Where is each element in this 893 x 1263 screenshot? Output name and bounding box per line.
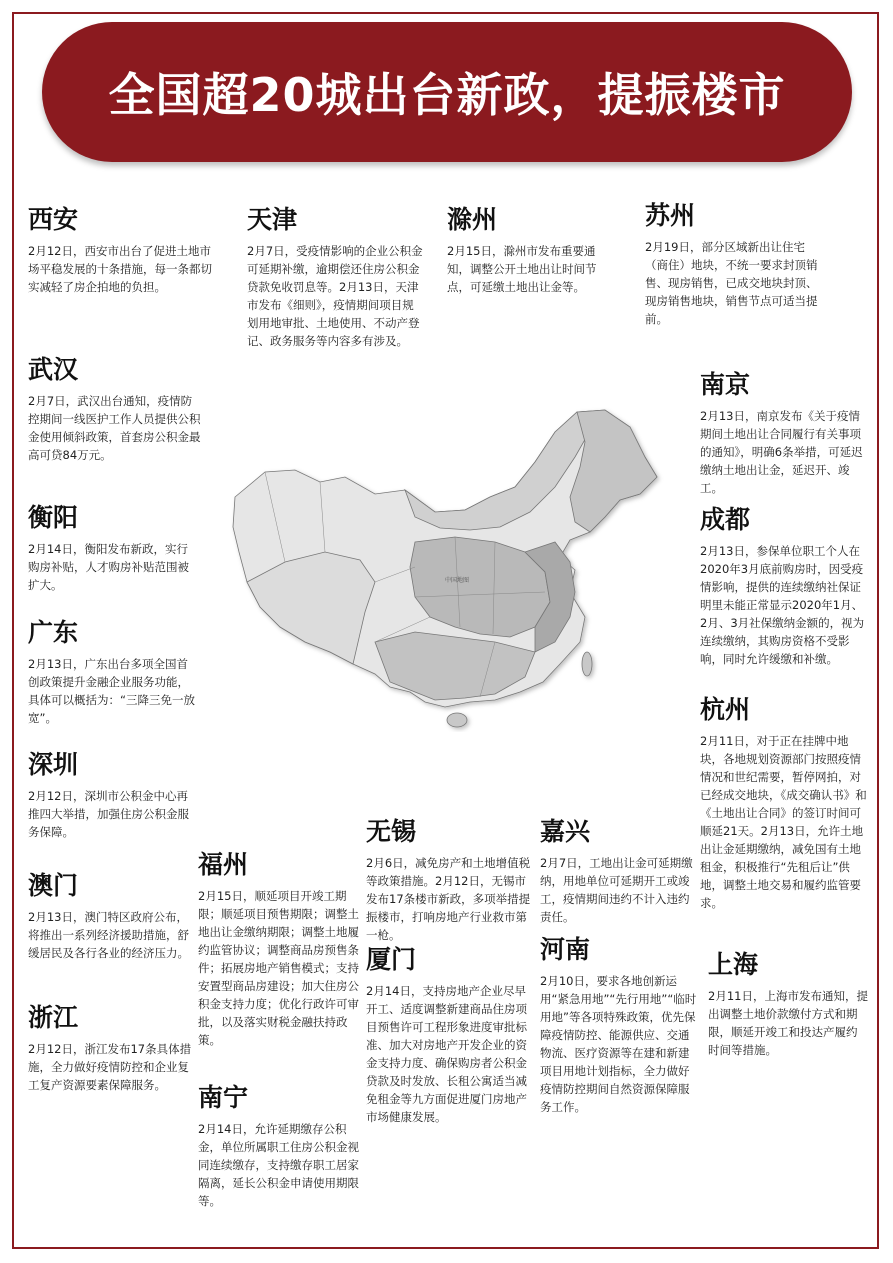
city-text: 2月7日，工地出让金可延期缴纳，用地单位可延期开工或竣工，疫情期间违约不计入违约责任。 [540,856,693,924]
city-text: 2月10日，要求各地创新运用“紧急用地”“先行用地”“临时用地”等各项特殊政策，优先保障疫情防控、能源供应、交通物流、医疗资源等在建和新建项目用地计划指标，全力做好疫情防控期间自然资源保障服务工作。 [540,974,697,1114]
city-xian [28,200,213,296]
city-name: 杭州 [700,695,751,724]
city-text: 2月6日，减免房产和土地增值税等政策措施。2月12日，无锡市发布17条楼市新政，多项举措提振楼市，打响房地产行业救市第一枪。 [366,856,531,942]
city-text: 2月19日，部分区域新出让住宅（商住）地块，不统一要求封顶销售、现房销售，已成交地块封顶、现房销售地块，销售节点可适当提前。 [645,240,818,326]
city-chengdu [700,500,868,668]
city-text: 2月7日，受疫情影响的企业公积金可延期补缴，逾期偿还住房公积金贷款免收罚息等。2月13日，天津市发布《细则》，疫情期间项目规划用地审批、土地使用、不动产登记、政务服务等内容多有涉及。 [247,244,423,348]
page-title: 全国超20城出台新政，提振楼市 [108,68,786,122]
city-name: 苏州 [645,201,696,230]
city-text: 2月12日，深圳市公积金中心再推四大举措，加强住房公积金服务保障。 [28,789,189,839]
city-name: 上海 [708,950,759,979]
city-wuxi [366,812,536,944]
city-text: 2月14日，衡阳发布新政，实行购房补贴，人才购房补贴范围被扩大。 [28,542,189,592]
city-name: 成都 [700,505,751,534]
city-suzhou [645,196,820,328]
city-text: 2月11日，对于正在挂牌中地块，各地规划资源部门按照疫情情况和世纪需要，暂停网拍，对已经成交地块，《成交确认书》和《土地出让合同》的签订时间可顺延21天。2月13日，允许土地出让金延期缴纳，减免国有土地租金，积极推行“先租后让”供地，调整土地交易和履约监管要求。 [700,734,867,910]
city-hengyang [28,498,198,594]
city-chuzhou [447,200,617,296]
city-text: 2月13日，澳门特区政府公布，将推出一系列经济援助措施，舒缓居民及各行各业的经济压力。 [28,910,189,960]
city-name: 无锡 [366,817,417,846]
city-text: 2月15日，滁州市发布重要通知，调整公开土地出让时间节点，可延缴土地出让金等。 [447,244,597,294]
city-shanghai [708,945,868,1059]
city-nanning [198,1078,368,1210]
city-text: 2月13日，南京发布《关于疫情期间土地出让合同履行有关事项的通知》，明确6条举措，可延迟缴纳土地出让金，延迟开、竣工。 [700,409,863,495]
city-name: 嘉兴 [540,817,591,846]
city-name: 浙江 [28,1003,79,1032]
city-wuhan [28,350,203,464]
city-name: 天津 [247,205,298,234]
map-hainan [447,713,467,727]
city-xiamen [366,940,536,1126]
city-henan [540,930,700,1116]
city-text: 2月12日，浙江发布17条具体措施，全力做好疫情防控和企业复工复产资源要素保障服务。 [28,1042,192,1092]
city-nanjing [700,365,865,497]
city-text: 2月12日，西安市出台了促进土地市场平稳发展的十条措施，每一条都切实减轻了房企拍地的负担。 [28,244,212,294]
map-label: 中国地图 [445,577,470,584]
city-text: 2月13日，参保单位职工个人在2020年3月底前购房时，因受疫情影响，提供的连续缴纳社保证明里未能正常显示2020年1月、2月、3月社保缴纳金额的，视为连续缴纳，其购房资格不受影响，同时允许缓缴和补缴。 [700,544,865,666]
city-name: 西安 [28,205,79,234]
city-hangzhou [700,690,868,912]
city-shenzhen [28,745,198,841]
city-guangdong [28,613,198,727]
city-name: 南京 [700,370,751,399]
city-text: 2月14日，允许延期缴存公积金，单位所属职工住房公积金视同连续缴存，支持缴存职工居家隔离，延长公积金申请使用期限等。 [198,1122,359,1208]
city-text: 2月14日，支持房地产企业尽早开工、适度调整新建商品住房项目预售许可工程形象进度审批标准、加大对房地产开发企业的资金支持力度、确保购房者公积金贷款及时发放、长租公寓适当减免租金等九方面促进厦门房地产市场健康发展。 [366,984,527,1124]
city-name: 衡阳 [28,503,79,532]
city-name: 武汉 [28,355,79,384]
city-macau [28,866,193,962]
city-name: 深圳 [28,750,79,779]
city-text: 2月7日，武汉出台通知，疫情防控期间一线医护工作人员提供公积金使用倾斜政策，首套房公积金最高可贷84万元。 [28,394,201,462]
city-name: 澳门 [28,871,79,900]
city-name: 滁州 [447,205,498,234]
city-name: 广东 [28,618,79,647]
city-text: 2月11日，上海市发布通知，提出调整土地价款缴付方式和期限，顺延开竣工和投达产履约时间等措施。 [708,989,868,1057]
city-name: 南宁 [198,1083,249,1112]
title-banner [42,22,852,162]
city-jiaxing [540,812,700,926]
city-tianjin [247,200,425,350]
city-name: 河南 [540,935,591,964]
map-taiwan [582,652,592,676]
city-fuzhou [198,845,360,1049]
city-name: 厦门 [366,945,417,974]
city-name: 福州 [198,850,249,879]
china-map [225,402,665,732]
city-text: 2月13日，广东出台多项全国首创政策提升金融企业服务功能，具体可以概括为：“三降三免一放宽”。 [28,657,195,725]
city-zhejiang [28,998,193,1094]
map-region-northeast [570,410,657,532]
city-text: 2月15日，顺延项目开竣工期限；顺延项目预售期限；调整土地出让金缴纳期限；调整土地履约监管协议；调整商品房预售条件；拓展房地产销售模式；支持安置型商品房建设；加大住房公积金支持力度；优化行政许可审批，以及落实财税金融扶持政策。 [198,889,359,1047]
